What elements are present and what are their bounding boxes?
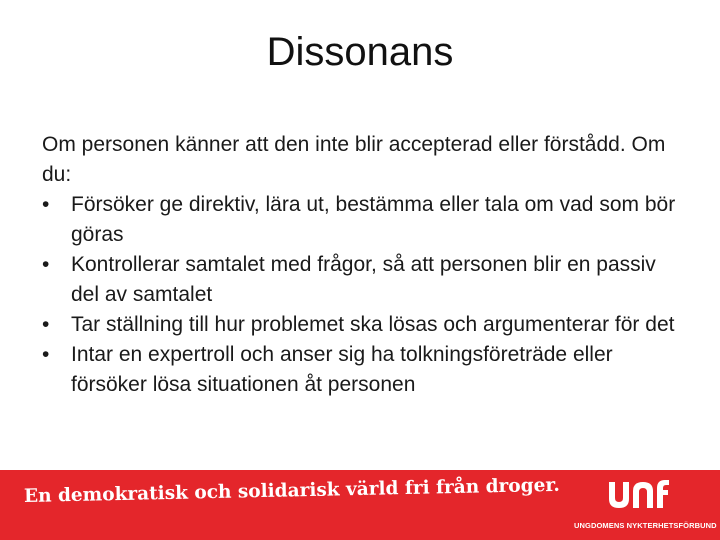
bullet-item — [42, 250, 682, 310]
bullet-icon: • — [42, 343, 50, 366]
bullet-item — [42, 340, 682, 400]
bullet-text: Kontrollerar samtalet med frågor, så att personen blir en passiv del av samtalet — [71, 253, 656, 306]
slide-title: Dissonans — [266, 30, 454, 74]
slide-body — [42, 130, 682, 400]
organization-name: UNGDOMENS NYKTERHETSFÖRBUND — [574, 521, 717, 530]
intro-text: Om personen känner att den inte blir accepterad eller förstådd. Om du: — [42, 133, 666, 186]
bullet-item — [42, 190, 682, 250]
footer-slogan: En demokratisk och solidarisk värld fri från droger. — [23, 474, 561, 507]
bullet-icon: • — [42, 313, 50, 336]
bullet-list — [42, 190, 682, 400]
bullet-text: Försöker ge direktiv, lära ut, bestämma eller tala om vad som bör göras — [71, 193, 676, 246]
bullet-icon: • — [42, 253, 50, 276]
bullet-text: Tar ställning till hur problemet ska lösas och argumenterar för det — [71, 313, 675, 336]
bullet-icon: • — [42, 193, 50, 216]
bullet-item — [42, 310, 682, 340]
bullet-text: Intar en expertroll och anser sig ha tolkningsföreträde eller försöker lösa situationen åt personen — [71, 343, 613, 396]
unf-logo-icon — [604, 476, 674, 512]
footer-banner — [0, 470, 720, 540]
